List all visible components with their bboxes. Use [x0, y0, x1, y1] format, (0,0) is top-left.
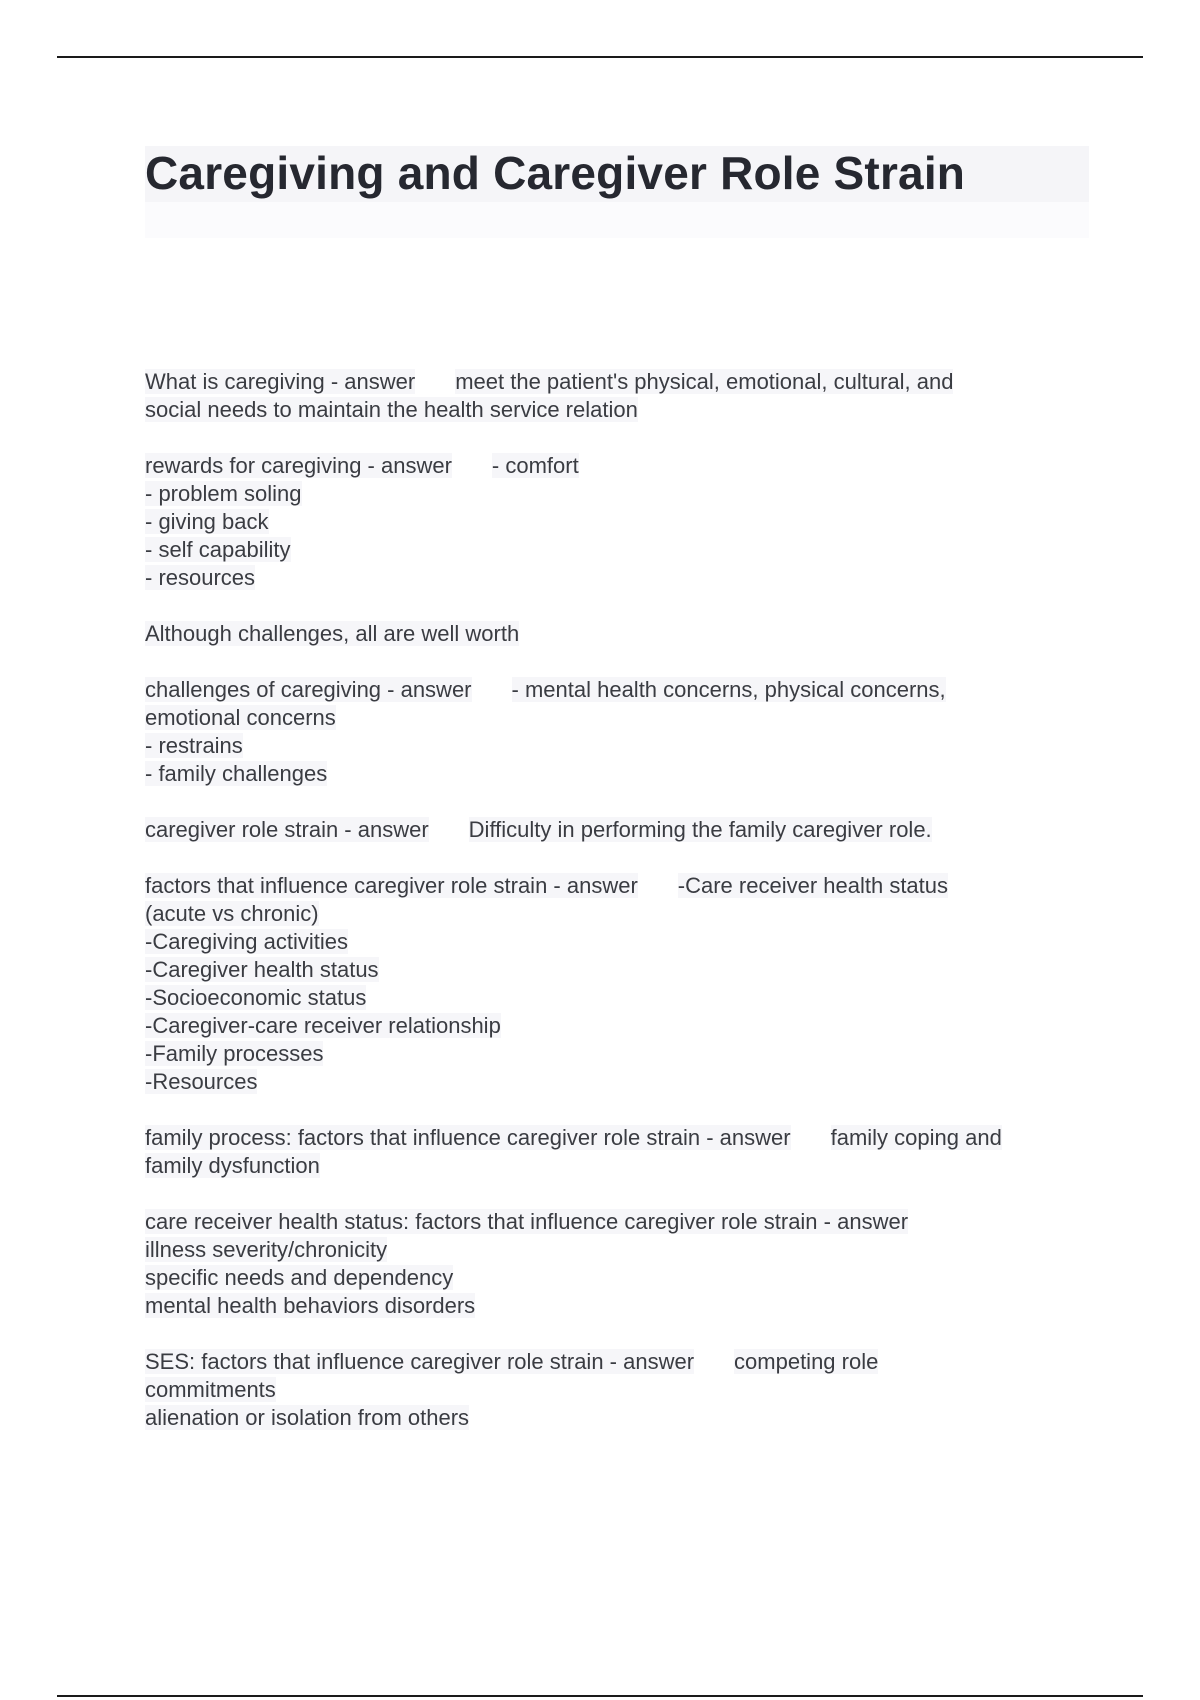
card-answer-line: -Socioeconomic status: [145, 985, 367, 1010]
card-note-text: Although challenges, all are well worth: [145, 621, 520, 646]
card-answer-line: illness severity/chronicity: [145, 1237, 388, 1262]
card-answer-line: specific needs and dependency: [145, 1265, 454, 1290]
card-answer-line: -Caregiver-care receiver relationship: [145, 1013, 501, 1038]
card-answer: meet the patient's physical, emotional, cultural, and: [455, 369, 954, 394]
card-rewards: [145, 452, 1095, 592]
card-answer-line: -Family processes: [145, 1041, 324, 1066]
card-answer-line: (acute vs chronic): [145, 901, 319, 926]
card-answer: Difficulty in performing the family caregiver role.: [468, 817, 932, 842]
card-role-strain: [145, 816, 1095, 844]
card-term: What is caregiving - answer: [145, 369, 416, 394]
card-answer: - mental health concerns, physical concerns,: [511, 677, 946, 702]
card-answer-line: -Caregiving activities: [145, 929, 348, 954]
card-answer: family coping and: [830, 1125, 1002, 1150]
card-answer-line: -Resources: [145, 1069, 258, 1094]
card-answer: - comfort: [491, 453, 579, 478]
card-answer-line: commitments: [145, 1377, 276, 1402]
card-answer-line: - problem soling: [145, 481, 302, 506]
card-answer-line: - giving back: [145, 509, 269, 534]
card-term: challenges of caregiving - answer: [145, 677, 472, 702]
card-answer-line: - self capability: [145, 537, 291, 562]
card-answer-line: - resources: [145, 565, 256, 590]
card-answer-line: social needs to maintain the health service relation: [145, 397, 638, 422]
card-factors: [145, 872, 1095, 1096]
card-answer-line: - restrains: [145, 733, 243, 758]
card-term: care receiver health status: factors that influence caregiver role strain - answer: [145, 1209, 909, 1234]
page-title: Caregiving and Caregiver Role Strain: [145, 147, 966, 199]
card-term: family process: factors that influence caregiver role strain - answer: [145, 1125, 791, 1150]
card-answer-line: mental health behaviors disorders: [145, 1293, 476, 1318]
card-answer: -Care receiver health status: [677, 873, 949, 898]
card-answer-line: - family challenges: [145, 761, 328, 786]
card-term: SES: factors that influence caregiver role strain - answer: [145, 1349, 695, 1374]
card-what-is-caregiving: [145, 368, 1095, 424]
card-answer: competing role: [734, 1349, 879, 1374]
card-answer-line: emotional concerns: [145, 705, 336, 730]
header-rule: [57, 56, 1143, 58]
card-answer-line: -Caregiver health status: [145, 957, 379, 982]
card-note: [145, 620, 1095, 648]
card-answer-line: family dysfunction: [145, 1153, 320, 1178]
card-ses: [145, 1348, 1095, 1432]
title-highlight-lower: [145, 202, 1089, 238]
footer-rule: [57, 1695, 1143, 1697]
card-care-receiver-status: [145, 1208, 1095, 1320]
card-challenges: [145, 676, 1095, 788]
card-term: caregiver role strain - answer: [145, 817, 429, 842]
card-answer-line: alienation or isolation from others: [145, 1405, 470, 1430]
card-family-process: [145, 1124, 1095, 1180]
card-term: rewards for caregiving - answer: [145, 453, 452, 478]
card-term: factors that influence caregiver role strain - answer: [145, 873, 638, 898]
flashcard-list: [145, 368, 1095, 1460]
